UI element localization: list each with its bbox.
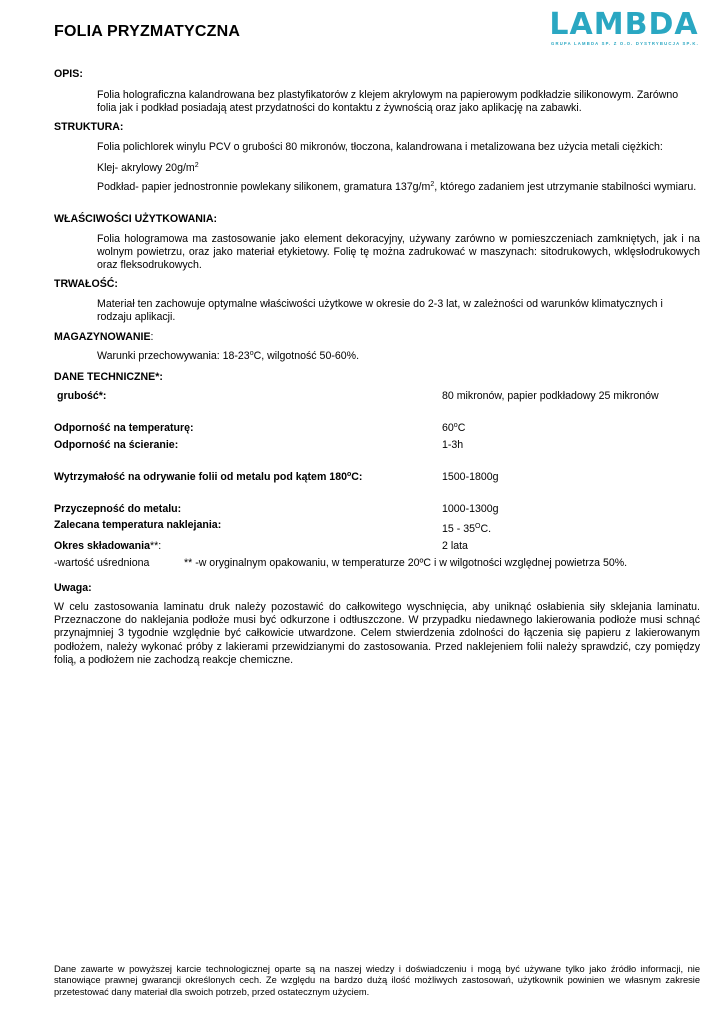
struktura-p1: Folia polichlorek winylu PCV o grubości 80 mikronów, tłoczona, kalandrowana i metalizowana bez użycia metali ciężkich: [97, 141, 663, 153]
tech-wytrzymalosc-label-main: Wytrzymałość na odrywanie folii od metalu pod kątem 180 [54, 471, 347, 483]
tech-temperatura-sup: o [453, 422, 458, 429]
tech-temperatura-unit: C [457, 422, 466, 434]
tech-temperatura-value [442, 422, 465, 435]
section-heading-trwalosc: TRWAŁOŚĆ: [54, 278, 118, 290]
tech-naklejanie-label: Zalecana temperatura naklejania: [54, 519, 222, 531]
logo-wordmark: LAMBDA [549, 7, 699, 42]
struktura-p2 [97, 162, 700, 175]
wlasciwosci-text: Folia hologramowa ma zastosowanie jako element dekoracyjny, używany zarówno w pomieszczeniach zamkniętych, jak i na wolnym powietrzu, oraz jako materiał etykietowy. Folię tę można zadrukować w maszynach: sitodrukowych, wklęsłodrukowych oraz fleksodrukowych. [97, 233, 700, 272]
footer-disclaimer: Dane zawarte w powyższej karcie technologicznej oparte są na naszej wiedzy i doświadczeniu i mogą być używane tylko jako źródło informacji, nie stanowiące prawnej gwarancji określonych cech. Ze względu na bardzo dużą ilość możliwych zastosowań, użytkownik powinien we własnym zakresie przetestować dany materiał dla swoich potrzeb, przed ostatecznym użyciem. [54, 964, 700, 997]
section-heading-opis: OPIS: [54, 68, 83, 80]
tech-wytrzymalosc-value: 1500-1800g [442, 471, 499, 483]
logo-subtitle: GRUPA LAMBDA SP. Z O.O. DYSTRYBUCJA SP.K. [551, 41, 699, 46]
uwaga-heading: Uwaga: [54, 582, 92, 594]
tech-naklejanie-unit: C. [480, 523, 492, 535]
struktura-p3-sup: 2 [430, 181, 435, 188]
magazynowanie-text-main: Warunki przechowywania: 18-23 [97, 350, 250, 362]
tech-przyczepnosc-label: Przyczepność do metalu: [54, 503, 182, 515]
magazynowanie-text-rest: C, wilgotność 50-60%. [253, 350, 360, 362]
lambda-logo [548, 7, 700, 48]
opis-text: Folia holograficzna kalandrowana bez plastyfikatorów z klejem akrylowym na papierowym podkładzie silikonowym. Zarówno folia jak i podkład posiadają atest przydatności do kontaktu z żywnością oraz jako aplikację na zabawki. [97, 89, 679, 115]
tech-naklejanie-num: 15 - 35 [442, 523, 475, 535]
magazynowanie-heading-text: MAGAZYNOWANIE [54, 331, 151, 343]
tech-scieranie-label: Odporność na ścieranie: [54, 439, 179, 451]
tech-okres-label [54, 540, 161, 553]
magazynowanie-heading-colon: : [150, 331, 154, 343]
tech-wytrzymalosc-label [54, 471, 362, 484]
trwalosc-text: Materiał ten zachowuje optymalne właściwości użytkowe w okresie do 2-3 lat, w zależności od warunków klimatycznych i rodzaju aplikacji. [97, 298, 663, 324]
tech-wytrzymalosc-label-rest: C: [351, 471, 363, 483]
tech-przyczepnosc-value: 1000-1300g [442, 503, 499, 515]
section-heading-wlasciwosci: WŁAŚCIWOŚCI UŻYTKOWANIA: [54, 213, 218, 225]
tech-okres-label-main: Okres składowania [54, 540, 150, 552]
tech-naklejanie-value [442, 523, 491, 536]
magazynowanie-text [97, 350, 700, 363]
struktura-p3-rest: , którego zadaniem jest utrzymanie stabilności wymiaru. [434, 181, 697, 193]
section-heading-dane: DANE TECHNICZNE*: [54, 371, 163, 383]
uwaga-text: W celu zastosowania laminatu druk należy pozostawić do całkowitego wyschnięcia, aby uniknąć osłabienia siły sklejania laminatu. Przeznaczone do naklejania podłoże musi być odkurzone i odtłuszczone. W przypadku niedawnego lakierowania podłoże musi schnąć przynajmniej 3 tygodnie względnie być całkowicie utwardzone. Celem stwierdzenia zdolności do łączenia się papieru z lakierowanym podłożem, należy wykonać próby z lakierami przewidzianymi do zastosowania. Przed naklejeniem folii należy sprawdzić, czy pomiędzy folią, a podłożem nie zachodzą reakcje chemiczne. [54, 601, 700, 666]
tech-wytrzymalosc-sup: o [346, 471, 352, 478]
tech-okres-label-rest: **: [149, 540, 162, 552]
page-title: FOLIA PRYZMATYCZNA [54, 23, 241, 40]
tech-okres-value: 2 lata [442, 540, 468, 552]
tech-temperatura-num: 60 [442, 422, 454, 434]
section-heading-magazynowanie [54, 331, 153, 344]
magazynowanie-sup: o [249, 350, 254, 357]
struktura-p2-text: Klej- akrylowy 20g/m [97, 162, 195, 174]
section-heading-struktura: STRUKTURA: [54, 121, 124, 133]
tech-footnote-left: -wartość uśredniona [54, 557, 150, 569]
struktura-p3 [97, 181, 700, 194]
struktura-p3-text: Podkład- papier jednostronnie powlekany silikonem, gramatura 137g/m [97, 181, 431, 193]
tech-scieranie-value: 1-3h [442, 439, 464, 451]
struktura-p2-sup: 2 [194, 162, 199, 169]
tech-footnote-right: ** -w oryginalnym opakowaniu, w temperaturze 20ºC i w wilgotności względnej powietrza 50%. [184, 557, 628, 569]
tech-grubosc-value: 80 mikronów, papier podkładowy 25 mikronów [442, 390, 659, 402]
tech-naklejanie-sup: O [474, 523, 481, 530]
tech-temperatura-label: Odporność na temperaturę: [54, 422, 194, 434]
tech-grubosc-label: grubość*: [57, 390, 107, 402]
